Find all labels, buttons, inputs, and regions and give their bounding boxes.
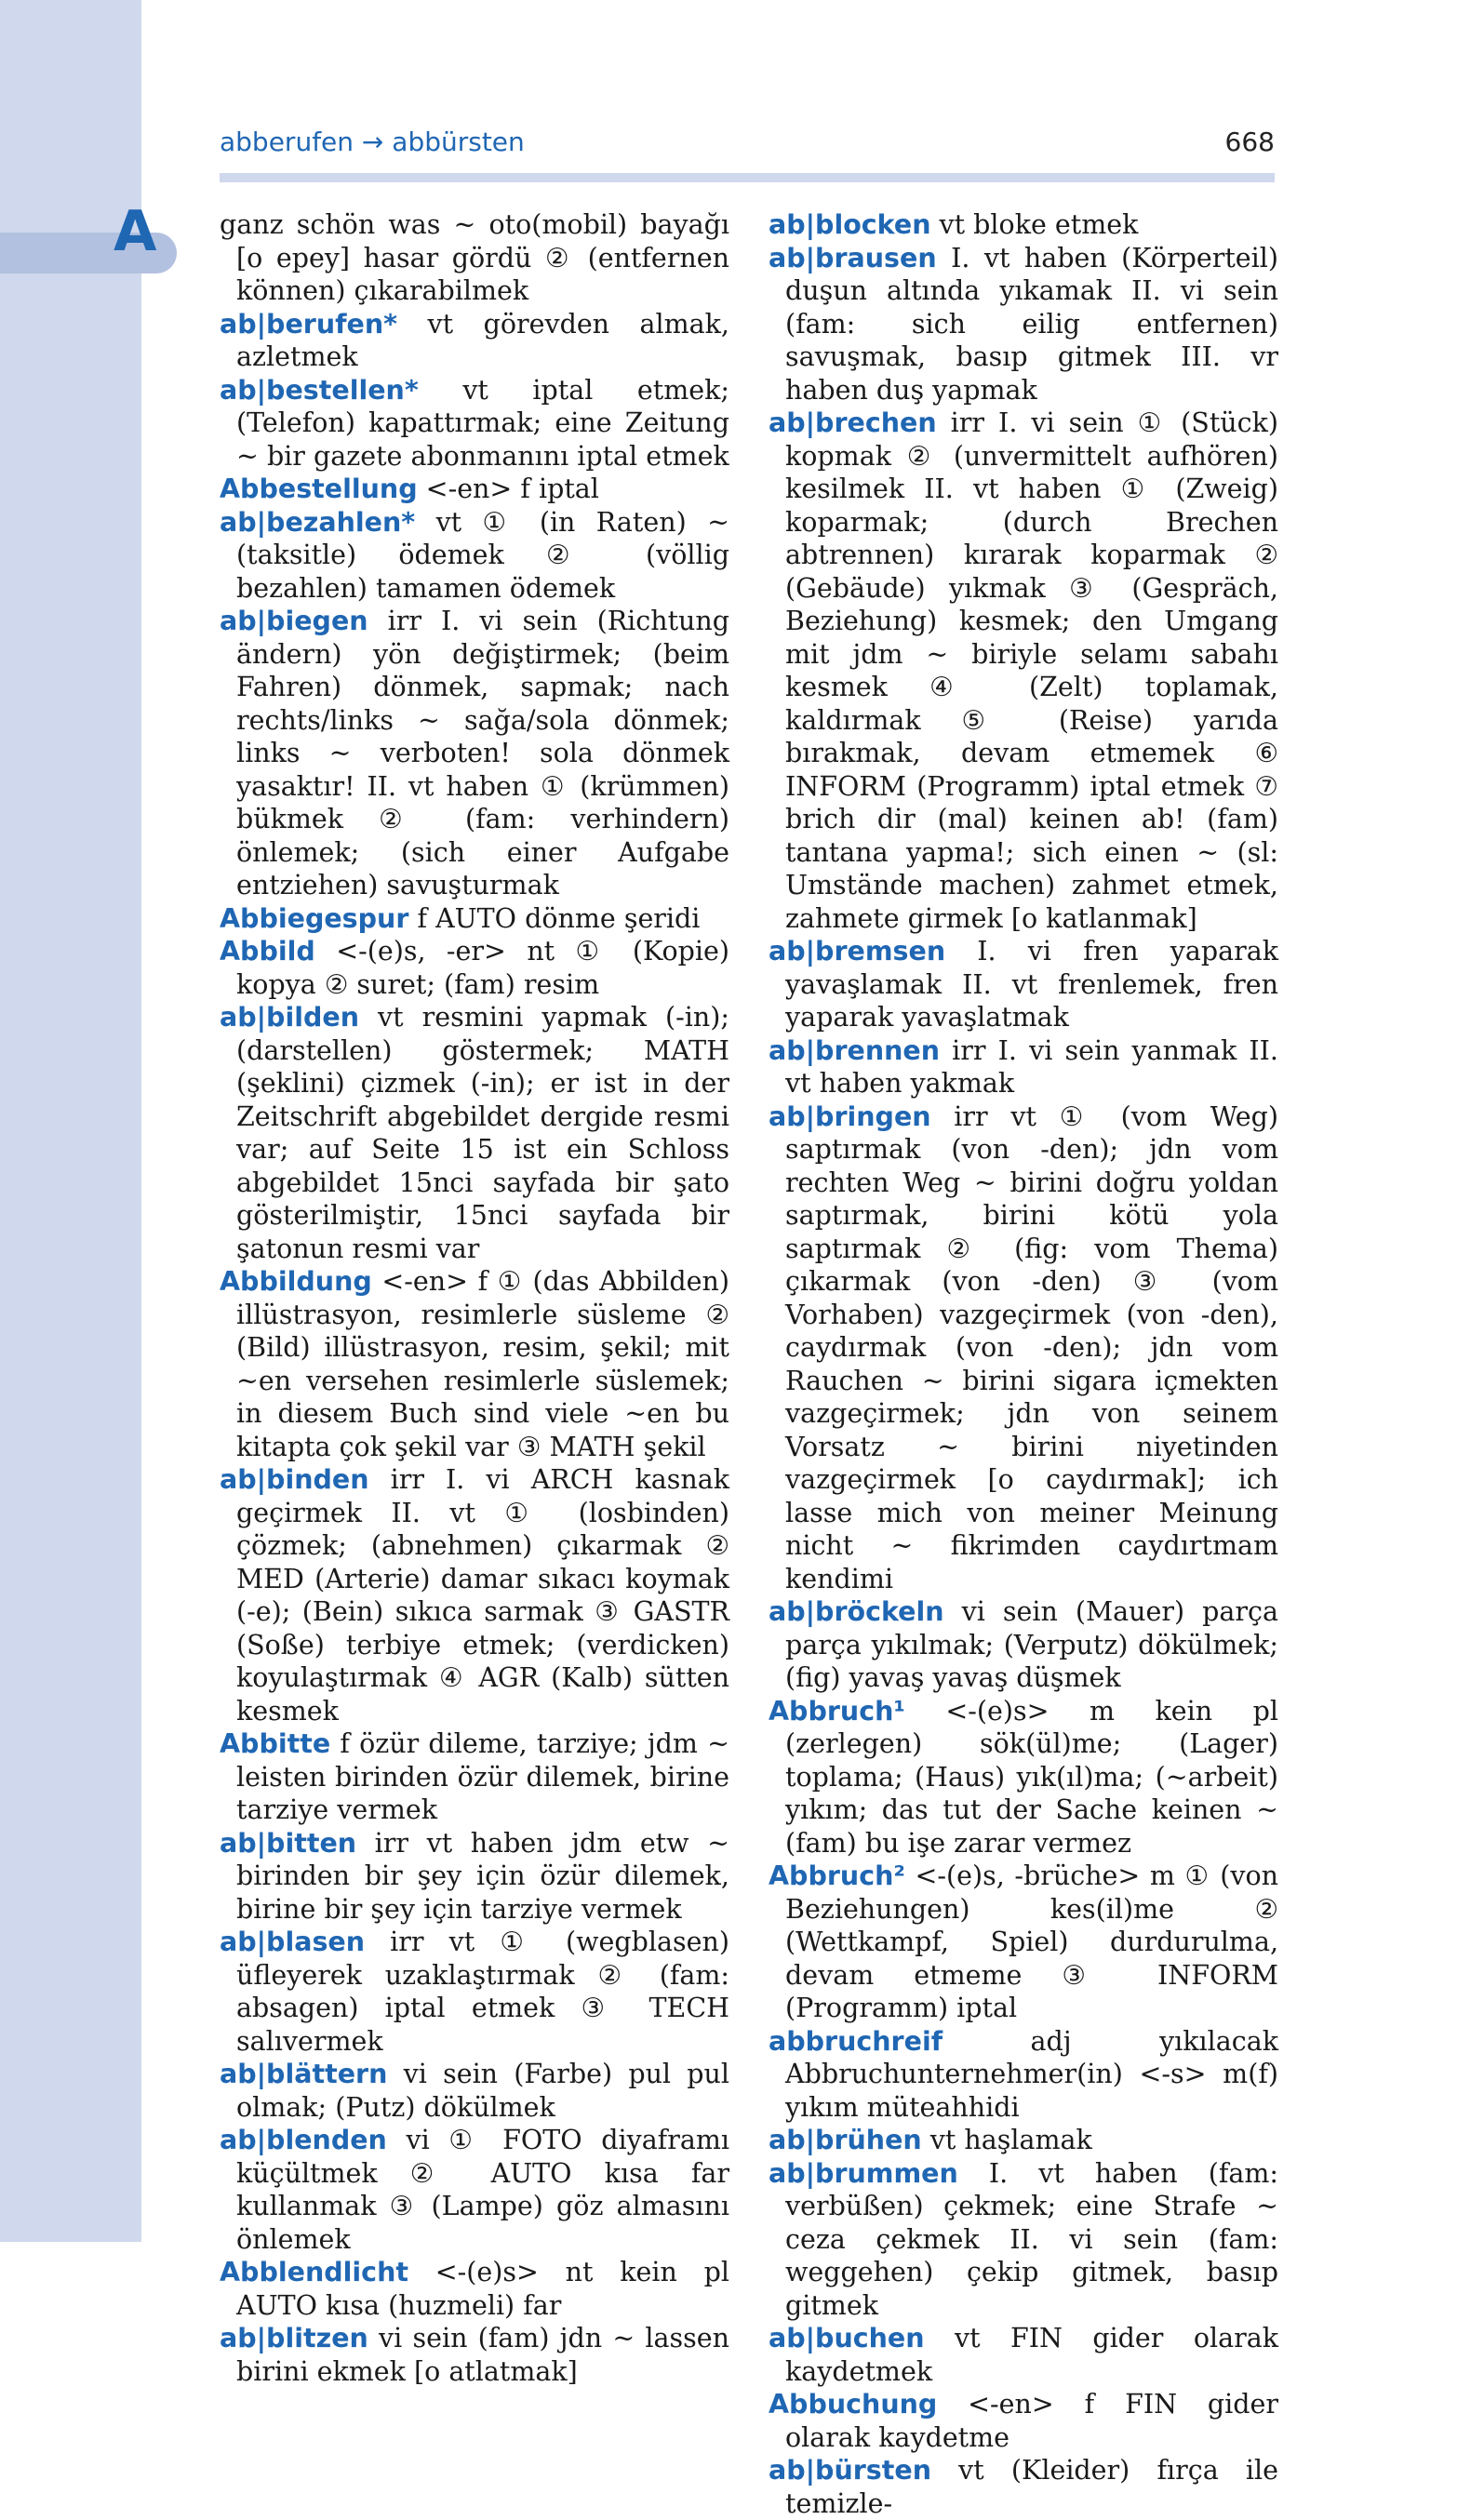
- entry-headword: ab|binden: [220, 1464, 369, 1495]
- entry-headword: Abbiegespur: [220, 902, 409, 934]
- entry-definition: <-en> f iptal: [417, 473, 599, 504]
- dictionary-entry: [769, 208, 1278, 242]
- dictionary-entry: [220, 1727, 729, 1827]
- entry-headword: ab|bremsen: [769, 936, 946, 967]
- dictionary-entry: [769, 242, 1278, 407]
- header-rule: [220, 173, 1275, 182]
- dictionary-entry: [769, 1595, 1278, 1695]
- entry-definition: irr vt ① (wegblasen) üfleyerek uzaklaştırmak ② (fam: absagen) iptal etmek ③ TECH salıvermek: [236, 1927, 729, 2057]
- entry-definition: vt iptal etmek; (Telefon) kapattırmak; eine Zeitung ~ bir gazete abonmanını iptal etmek: [236, 374, 729, 472]
- entry-headword: Abbildung: [220, 1266, 372, 1297]
- entry-headword: Abblendlicht: [220, 2257, 408, 2287]
- dictionary-entry: [769, 2157, 1278, 2323]
- dictionary-entry: [769, 2388, 1278, 2454]
- entry-definition: irr I. vi sein (Richtung ändern) yön değiştirmek; (beim Fahren) dönmek, sapmak; nach rechts/links ~ sağa/sola dönmek; links ~ verboten! sola dönmek yasaktır! II. vt haben ① (krümmen) bükmek ② (fam: verhindern) önlemek; (sich einer Aufgabe entziehen) savuşturmak: [236, 606, 729, 900]
- dictionary-entry: [769, 1860, 1278, 2025]
- entry-headword: ab|brummen: [769, 2157, 958, 2189]
- dictionary-entry: [220, 1001, 729, 1265]
- page-number: 668: [1224, 127, 1275, 157]
- thumb-index-sidebar: [0, 0, 141, 2242]
- entry-headword: Abbestellung: [220, 473, 418, 504]
- entry-headword: Abbruch¹: [769, 1695, 905, 1727]
- entry-definition: <-en> f ① (das Abbilden) illüstrasyon, resimlerle süsleme ② (Bild) illüstrasyon, resim, şekil; mit ~en versehen resimlerle süslemek; in diesem Buch sind viele ~en bu kitapta çok şekil var ③ MATH şekil: [236, 1266, 729, 1462]
- entry-definition: irr vt haben jdm etw ~ birinden bir şey için özür dilemek, birine bir şey için tarziye vermek: [236, 1827, 729, 1925]
- dictionary-entry: [220, 902, 729, 936]
- dictionary-entry: [220, 1827, 729, 1927]
- entry-definition: ganz schön was ~ oto(mobil) bayağı [o epey] hasar gördü ② (entfernen können) çıkarabilmek: [220, 209, 729, 306]
- dictionary-entry: [220, 2256, 729, 2322]
- entry-headword: ab|bröckeln: [769, 1596, 944, 1627]
- entry-definition: vt ① (in Raten) ~ (taksitle) ödemek ② (völlig bezahlen) tamamen ödemek: [236, 506, 729, 604]
- dictionary-entry: [220, 1926, 729, 2058]
- entry-headword: ab|buchen: [769, 2323, 925, 2353]
- entry-headword: ab|bilden: [220, 1002, 360, 1033]
- section-letter: A: [114, 199, 157, 264]
- dictionary-entry: [220, 1463, 729, 1727]
- dictionary-entry: [220, 935, 729, 1001]
- entry-definition: vt FIN gider olarak kaydetmek: [785, 2323, 1278, 2387]
- entry-headword: ab|biegen: [220, 606, 368, 636]
- dictionary-entry: [220, 605, 729, 902]
- running-header: [220, 127, 1275, 164]
- entry-headword: Abbuchung: [769, 2389, 938, 2420]
- entry-headword: ab|blasen: [220, 1927, 366, 1957]
- header-range: abberufen → abbürsten: [220, 127, 525, 157]
- entry-definition: vt görevden almak, azletmek: [236, 308, 729, 372]
- entry-headword: Abbruch²: [769, 1860, 905, 1891]
- entry-definition: irr I. vi sein ① (Stück) kopmak ② (unvermittelt aufhören) kesilmek II. vt haben ① (Zweig) koparmak; (durch Brechen abtrennen) kırarak koparmak ② (Gebäude) yıkmak ③ (Gespräch, Beziehung) kesmek; den Umgang mit jdm ~ biriyle selamı sabahı kesmek ④ (Zelt) toplamak, kaldırmak ⑤ (Reise) yarıda bırakmak, devam etmemek ⑥ INFORM (Programm) iptal etmek ⑦ brich dir (mal) keinen ab! (fam) tantana yapma!; sich einen ~ (sl: Umstände machen) zahmet etmek, zahmete girmek [o katlanmak]: [785, 407, 1278, 934]
- entry-definition: vi ① FOTO diyaframı küçültmek ② AUTO kısa far kullanmak ③ (Lampe) göz almasını önlemek: [236, 2125, 729, 2255]
- dictionary-entry: [769, 1034, 1278, 1100]
- entry-headword: ab|blocken: [769, 209, 931, 240]
- dictionary-entry: [769, 2025, 1278, 2125]
- entry-headword: ab|brausen: [769, 242, 937, 273]
- dictionary-entry: [769, 1695, 1278, 1860]
- entry-definition: vi sein (fam) jdn ~ lassen birini ekmek [o atlatmak]: [236, 2323, 729, 2387]
- entry-headword: ab|blenden: [220, 2125, 387, 2155]
- entry-definition: I. vi fren yaparak yavaşlamak II. vt frenlemek, fren yaparak yavaşlatmak: [785, 936, 1278, 1033]
- dictionary-entry: [769, 935, 1278, 1034]
- dictionary-entry: [769, 407, 1278, 935]
- dictionary-entry: [220, 374, 729, 473]
- entry-definition: <-(e)s, -brüche> m ① (von Beziehungen) kes(il)me ② (Wettkampf, Spiel) durdurulma, devam etmeme ③ INFORM (Programm) iptal: [785, 1860, 1278, 2023]
- entry-definition: I. vt haben (fam: verbüßen) çekmek; eine Strafe ~ ceza çekmek II. vi sein (fam: weggehen) çekip gitmek, basıp gitmek: [785, 2157, 1278, 2321]
- entry-definition: irr I. vi ARCH kasnak geçirmek II. vt ① (losbinden) çözmek; (abnehmen) çıkarmak ② MED (Arterie) damar sıkacı koymak (-e); (Bein) sıkıca sarmak ③ GASTR (Soße) terbiye etmek; (verdicken) koyulaştırmak ④ AGR (Kalb) sütten kesmek: [236, 1464, 729, 1727]
- entry-headword: Abbild: [220, 936, 315, 967]
- entry-definition: f AUTO dönme şeridi: [408, 902, 701, 934]
- entry-definition: <-(e)s> m kein pl (zerlegen) sök(ül)me; (Lager) toplama; (Haus) yık(ıl)ma; (~arbeit) yıkım; das tut der Sache keinen ~ (fam) bu işe zarar vermez: [785, 1695, 1278, 1859]
- dictionary-entry: [220, 2058, 729, 2124]
- entry-definition: vt haşlamak: [921, 2125, 1092, 2155]
- entry-definition: I. vt haben (Körperteil) duşun altında yıkamak II. vi sein (fam: sich eilig entfernen) savuşmak, basıp gitmek III. vr haben duş yapmak: [785, 242, 1278, 406]
- entry-definition: vi sein (Mauer) parça parça yıkılmak; (Verputz) dökülmek; (fig) yavaş yavaş düşmek: [785, 1596, 1278, 1693]
- entry-definition: <-(e)s, -er> nt ① (Kopie) kopya ② suret; (fam) resim: [236, 936, 729, 1000]
- dictionary-entry: [220, 2124, 729, 2256]
- entry-definition: vt bloke etmek: [930, 209, 1139, 240]
- dictionary-entry: [769, 2454, 1278, 2520]
- entry-definition: irr I. vi sein yanmak II. vt haben yakmak: [785, 1034, 1278, 1099]
- entry-headword: Abbitte: [220, 1728, 331, 1759]
- entry-headword: ab|blitzen: [220, 2323, 368, 2353]
- entry-definition: vt (Kleider) fırça ile temizle-: [785, 2455, 1278, 2519]
- entry-definition: vt resmini yapmak (-in); (darstellen) göstermek; MATH (şeklini) çizmek (-in); er ist in der Zeitschrift abgebildet dergide resmi var; auf Seite 15 ist ein Schloss abgebildet 15nci sayfada bir şato gösterilmiştir, 15nci sayfada bir şatonun resmi var: [236, 1002, 729, 1264]
- entry-definition: <-en> f FIN gider olarak kaydetme: [785, 2389, 1278, 2453]
- entry-definition: adj yıkılacak Abbruchunternehmer(in) <-s> m(f) yıkım müteahhidi: [785, 2025, 1278, 2123]
- dictionary-entry: [220, 1265, 729, 1463]
- entry-headword: ab|bitten: [220, 1827, 357, 1859]
- entry-definition: f özür dileme, tarziye; jdm ~ leisten birinden özür dilemek, birine tarziye vermek: [236, 1728, 729, 1825]
- dictionary-entry: [769, 2124, 1278, 2157]
- entry-headword: ab|berufen*: [220, 308, 398, 340]
- right-column: [769, 208, 1278, 2520]
- entry-definition: <-(e)s> nt kein pl AUTO kısa (huzmeli) far: [236, 2257, 729, 2321]
- entry-definition: irr vt ① (vom Weg) saptırmak (von -den); jdn vom rechten Weg ~ birini doğru yoldan saptırmak, birini kötü yola saptırmak ② (fig: vom Thema) çıkarmak (von -den) ③ (vom Vorhaben) vazgeçirmek (von -den), caydırmak (von -den); jdn vom Rauchen ~ birini sigara içmekten vazgeçirmek; jdn von seinem Vorsatz ~ birini niyetinden vazgeçirmek [o caydırmak]; ich lasse mich von meiner Meinung nicht ~ fikrimden caydırtmam kendimi: [785, 1100, 1278, 1594]
- entry-headword: ab|bezahlen*: [220, 506, 416, 538]
- dictionary-entry: [220, 208, 729, 308]
- dictionary-entry: [769, 1100, 1278, 1596]
- entry-headword: abbruchreif: [769, 2025, 943, 2057]
- entry-headword: ab|brühen: [769, 2125, 922, 2155]
- left-column: [220, 208, 729, 2388]
- entry-headword: ab|bürsten: [769, 2455, 931, 2486]
- entry-headword: ab|brennen: [769, 1034, 941, 1066]
- entry-headword: ab|bringen: [769, 1100, 931, 1132]
- entry-headword: ab|blättern: [220, 2059, 388, 2089]
- dictionary-entry: [769, 2322, 1278, 2388]
- dictionary-entry: [220, 506, 729, 606]
- entry-headword: ab|brechen: [769, 407, 937, 438]
- dictionary-entry: [220, 473, 729, 506]
- entry-headword: ab|bestellen*: [220, 374, 419, 406]
- entry-definition: vi sein (Farbe) pul pul olmak; (Putz) dökülmek: [236, 2059, 729, 2123]
- dictionary-entry: [220, 2322, 729, 2388]
- dictionary-entry: [220, 308, 729, 374]
